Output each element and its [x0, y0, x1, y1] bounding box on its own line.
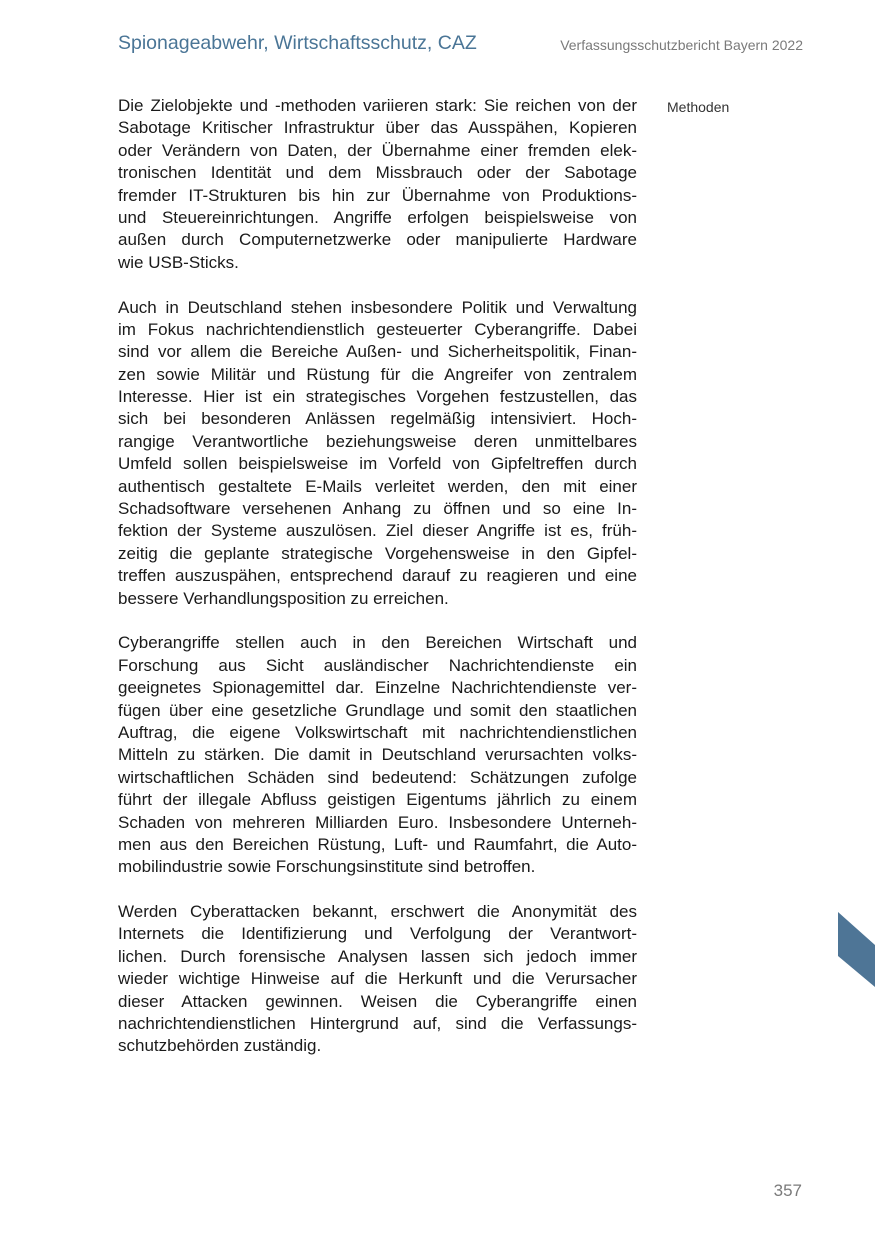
- text-line: Umfeld sollen beispielsweise im Vorfeld von Gipfeltreffen durch: [118, 454, 637, 474]
- paragraph-2: [118, 297, 637, 610]
- text-line: Auftrag, die eigene Volkswirtschaft mit nachrichtendienstlichen: [118, 722, 637, 742]
- text-line: zen sowie Militär und Rüstung für die Angreifer von zentralem: [118, 364, 637, 384]
- report-title: Verfassungsschutzbericht Bayern 2022: [560, 37, 803, 53]
- text-line: fügen über eine gesetzliche Grundlage und somit den staatlichen: [118, 700, 637, 720]
- page-number: 357: [773, 1181, 802, 1200]
- chapter-tab-marker: [838, 912, 875, 987]
- text-line: Schadsoftware versehenen Anhang zu öffnen und so eine In-: [118, 499, 637, 519]
- text-line: Sabotage Kritischer Infrastruktur über das Ausspähen, Kopieren: [118, 118, 637, 138]
- text-line: tronischen Identität und dem Missbrauch oder der Sabotage: [118, 163, 637, 183]
- text-line: außen durch Computernetzwerke oder manipulierte Hardware: [118, 230, 637, 250]
- text-line: und Steuereinrichtungen. Angriffe erfolgen beispielsweise von: [118, 207, 637, 227]
- text-line: im Fokus nachrichtendienstlich gesteuerter Cyberangriffe. Dabei: [118, 319, 637, 339]
- text-line: nachrichtendienstlichen Hintergrund auf, sind die Verfassungs-: [118, 1014, 637, 1034]
- text-line: führt der illegale Abfluss geistigen Eigentums jährlich zu einem: [118, 790, 637, 810]
- text-line: treffen auszuspähen, entsprechend darauf zu reagieren und eine: [118, 566, 637, 586]
- text-line: Internets die Identifizierung und Verfolgung der Verantwort-: [118, 924, 637, 944]
- text-line: zeitig die geplante strategische Vorgehensweise in den Gipfel-: [118, 543, 637, 563]
- text-line: Cyberangriffe stellen auch in den Bereichen Wirtschaft und: [118, 633, 637, 653]
- paragraph-3: [118, 632, 637, 878]
- text-line: wirtschaftlichen Schäden sind bedeutend: Schätzungen zufolge: [118, 767, 637, 787]
- text-line: geeignetes Spionagemittel dar. Einzelne Nachrichtendienste ver-: [118, 678, 637, 698]
- text-line: lichen. Durch forensische Analysen lassen sich jedoch immer: [118, 946, 637, 966]
- text-line: wieder wichtige Hinweise auf die Herkunft und die Verursacher: [118, 969, 637, 989]
- text-line: wie USB-Sticks.: [118, 252, 239, 272]
- text-line: Forschung aus Sicht ausländischer Nachrichtendienste ein: [118, 655, 637, 675]
- text-line: rangige Verantwortliche beziehungsweise deren unmittelbares: [118, 431, 637, 451]
- text-line: authentisch gestaltete E-Mails verleitet werden, den mit einer: [118, 476, 637, 496]
- text-line: bessere Verhandlungsposition zu erreichen.: [118, 588, 449, 608]
- text-line: Interesse. Hier ist ein strategisches Vorgehen festzustellen, das: [118, 387, 637, 407]
- text-line: oder Verändern von Daten, der Übernahme einer fremden elek-: [118, 140, 637, 160]
- chapter-title: Spionageabwehr, Wirtschaftsschutz, CAZ: [118, 32, 477, 54]
- text-line: Auch in Deutschland stehen insbesondere Politik und Verwaltung: [118, 297, 637, 317]
- text-line: Werden Cyberattacken bekannt, erschwert die Anonymität des: [118, 902, 637, 922]
- body-text: [118, 95, 637, 1058]
- margin-note: Methoden: [667, 99, 730, 115]
- paragraph-1: [118, 95, 637, 274]
- text-line: Die Zielobjekte und -methoden variieren stark: Sie reichen von der: [118, 96, 637, 115]
- paragraph-4: [118, 901, 637, 1058]
- text-line: men aus den Bereichen Rüstung, Luft- und Raumfahrt, die Auto-: [118, 834, 637, 854]
- text-line: sind vor allem die Bereiche Außen- und Sicherheitspolitik, Finan-: [118, 342, 637, 362]
- text-line: mobilindustrie sowie Forschungsinstitute sind betroffen.: [118, 857, 536, 877]
- chapter-tab-shape: [838, 912, 875, 987]
- text-line: fremder IT-Strukturen bis hin zur Übernahme von Produktions-: [118, 185, 637, 205]
- text-line: sich bei besonderen Anlässen regelmäßig intensiviert. Hoch-: [118, 409, 637, 429]
- text-line: schutzbehörden zuständig.: [118, 1036, 322, 1056]
- text-line: Mitteln zu stärken. Die damit in Deutschland verursachten volks-: [118, 745, 637, 765]
- text-line: Schaden von mehreren Milliarden Euro. Insbesondere Unterneh-: [118, 812, 637, 832]
- text-line: fektion der Systeme auszulösen. Ziel dieser Angriffe ist es, früh-: [118, 521, 637, 541]
- text-line: dieser Attacken gewinnen. Weisen die Cyberangriffe einen: [118, 991, 637, 1011]
